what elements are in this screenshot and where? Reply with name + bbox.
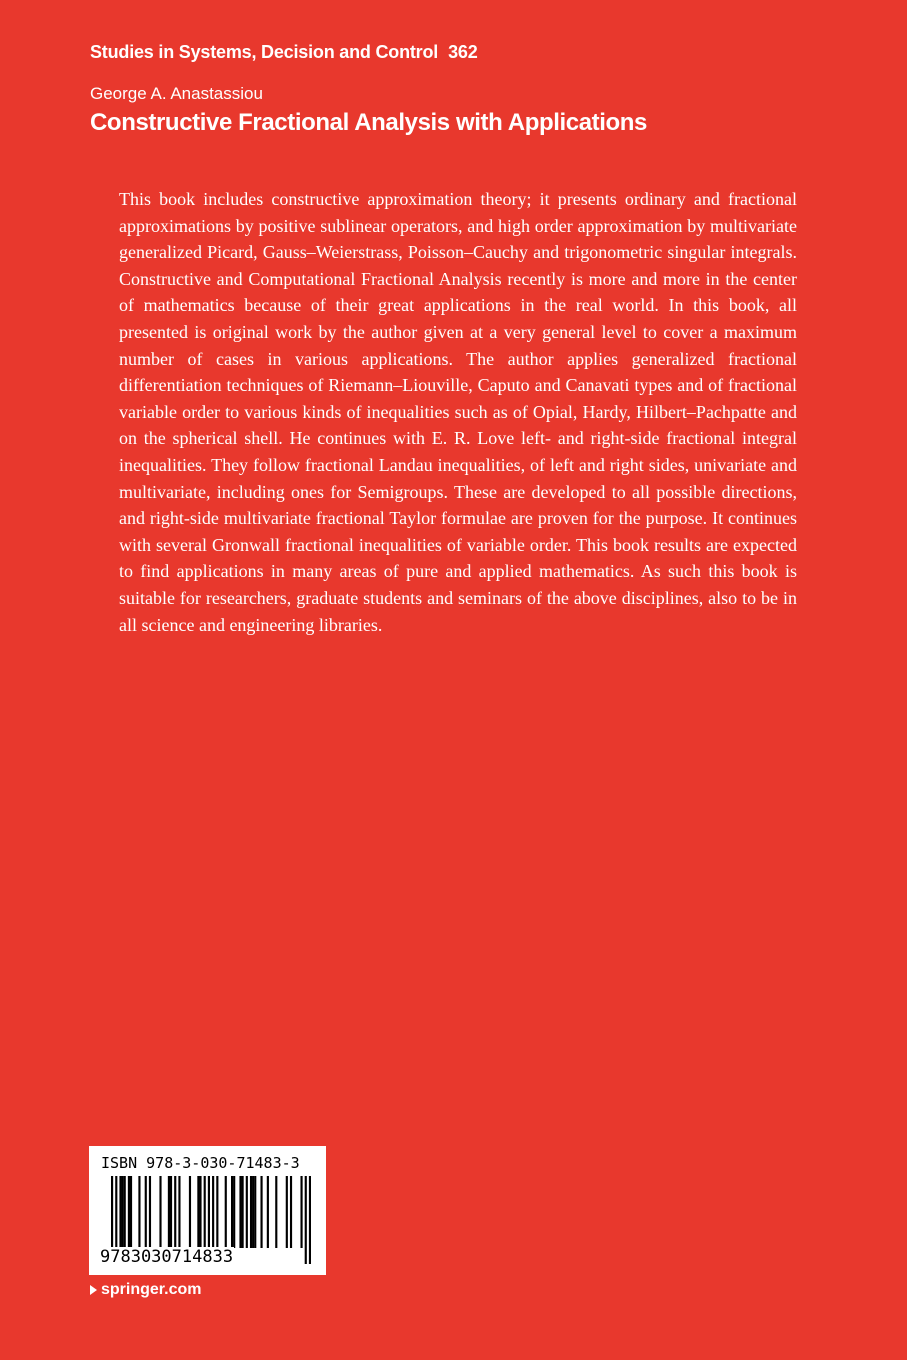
barcode-bar — [252, 1176, 254, 1248]
barcode-bar — [138, 1176, 140, 1248]
barcode-digits — [99, 1247, 317, 1267]
book-description: This book includes constructive approximation theory; it presents ordinary and fractional approximations by positive sublinear operators, and high order approximation by multivariate generalized Picard, Gauss–Weierstrass, Poisson–Cauchy and trigonometric singular integrals. Constructive and Computational Fractional Analysis recently is more and more in the center of mathematics because of their great applications in the real world. In this book, all presented is original work by the author given at a very general level to cover a maximum number of cases in various applications. The author applies generalized fractional differentiation techniques of Riemann–Liouville, Caputo and Canavati types and of fractional variable order to various kinds of inequalities such as of Opial, Hardy, Hilbert–Pachpatte and on the spherical shell. He continues with E. R. Love left- and right-side fractional integral inequalities. They follow fractional Landau inequalities, of left and right sides, univariate and multivariate, including ones for Semigroups. These are developed to all possible directions, and right-side multivariate fractional Taylor formulae are proven for the purpose. It continues with several Gronwall fractional inequalities of variable order. This book results are expected to find applications in many areas of pure and applied mathematics. As such this book is suitable for researchers, graduate students and seminars of the above disciplines, also to be in all science and engineering libraries. — [119, 189, 797, 635]
barcode-bar — [267, 1176, 269, 1248]
barcode-bar — [178, 1176, 180, 1248]
barcode-bar — [233, 1176, 235, 1248]
barcode-bar — [225, 1176, 227, 1248]
barcode-bar — [204, 1176, 206, 1248]
barcode-bar — [231, 1176, 233, 1248]
barcode-bar — [128, 1176, 130, 1248]
barcode-bar — [145, 1176, 147, 1248]
barcode-bar — [254, 1176, 256, 1248]
series-line — [90, 42, 478, 63]
barcode-bar — [124, 1176, 126, 1248]
isbn-barcode — [89, 1146, 326, 1275]
barcode-bar — [170, 1176, 172, 1248]
barcode-bar — [130, 1176, 132, 1248]
series-name: Studies in Systems, Decision and Control — [90, 42, 439, 62]
website-label: springer.com — [101, 1281, 202, 1298]
barcode-bar — [168, 1176, 170, 1248]
barcode-bar — [250, 1176, 252, 1248]
barcode-bar — [149, 1176, 151, 1248]
barcode-bar — [260, 1176, 262, 1248]
publisher-website[interactable] — [90, 1281, 201, 1299]
barcode-bar — [197, 1176, 199, 1248]
barcode-bar — [189, 1176, 191, 1248]
isbn-label: ISBN 978-3-030-71483-3 — [101, 1154, 300, 1172]
series-volume: 362 — [448, 42, 478, 62]
barcode-bar — [242, 1176, 244, 1248]
barcode-bar — [122, 1176, 124, 1248]
barcode-bar — [159, 1176, 161, 1248]
barcode-bar — [119, 1176, 121, 1248]
barcode-bar — [290, 1176, 292, 1248]
barcode-bar — [239, 1176, 241, 1248]
author-name: George A. Anastassiou — [90, 84, 263, 103]
barcode-bar — [246, 1176, 248, 1248]
barcode-bar — [286, 1176, 288, 1248]
barcode-bar — [174, 1176, 176, 1248]
arrow-right-icon — [90, 1285, 97, 1295]
barcode-bar — [300, 1176, 302, 1248]
barcode-bar — [199, 1176, 201, 1248]
book-title: Constructive Fractional Analysis with Applications — [90, 109, 647, 136]
barcode-digits-text: 9783030714833 — [100, 1247, 234, 1267]
barcode-bar — [216, 1176, 218, 1248]
barcode-bar — [275, 1176, 277, 1248]
